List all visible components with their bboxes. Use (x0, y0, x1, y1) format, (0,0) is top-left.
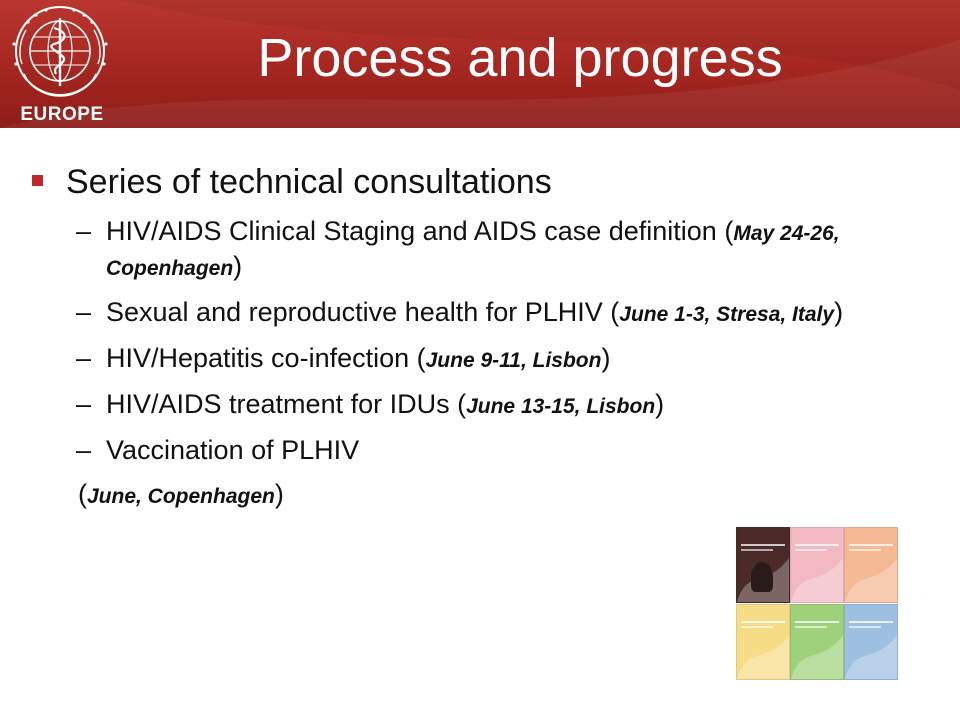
cover-wave (845, 528, 897, 602)
publication-cover (790, 527, 844, 603)
main-bullet-text: Series of technical consultations (66, 163, 552, 201)
slide-title: Process and progress (257, 28, 783, 88)
publication-cover (844, 604, 898, 680)
sub-bullet (30, 388, 900, 423)
sub-bullet-text: Sexual and reproductive health for PLHIV ( (106, 297, 620, 327)
dash-bullet: – (76, 435, 92, 465)
sub-bullet-text: HIV/Hepatitis co-infection ( (106, 343, 426, 373)
dash-bullet: – (76, 297, 92, 327)
trailing-open: ( (78, 479, 87, 509)
sub-bullet (30, 215, 900, 285)
sub-bullet-close: ) (834, 297, 844, 327)
sub-bullet (30, 434, 900, 467)
sub-bullet-close: ) (601, 343, 611, 373)
sub-bullet-close: ) (233, 251, 243, 281)
sub-bullet-text: HIV/AIDS treatment for IDUs ( (106, 389, 467, 419)
sub-bullet (30, 342, 900, 377)
cover-wave (845, 605, 897, 679)
sub-bullet-detail: May 24-26, Copenhagen (106, 222, 840, 280)
sub-bullet-detail: June 13-15, Lisbon (466, 395, 656, 418)
sub-bullet-detail: June 1-3, Stresa, Italy (619, 303, 835, 326)
trailing-detail: June, Copenhagen (87, 485, 275, 508)
slide-body (30, 160, 900, 513)
logo-europe-label: EUROPE (20, 104, 104, 125)
cover-wave (737, 605, 789, 679)
sub-bullet (30, 296, 900, 331)
main-bullet (30, 160, 900, 204)
cover-wave (791, 605, 843, 679)
trailing-line (30, 478, 900, 513)
sub-bullet-text: HIV/AIDS Clinical Staging and AIDS case definition ( (106, 216, 734, 246)
publication-cover (736, 604, 790, 680)
sub-bullet-text: Vaccination of PLHIV (106, 435, 360, 465)
portrait-photo (751, 562, 773, 592)
publication-cover (790, 604, 844, 680)
trailing-close: ) (274, 479, 284, 509)
cover-wave (791, 528, 843, 602)
sub-bullet-detail: June 9-11, Lisbon (425, 349, 602, 372)
publication-cover (844, 527, 898, 603)
dash-bullet: – (76, 216, 92, 246)
publication-cover (736, 527, 790, 603)
title-band (0, 0, 960, 128)
publication-covers (736, 527, 896, 678)
sub-bullet-close: ) (655, 389, 665, 419)
dash-bullet: – (76, 389, 92, 419)
dash-bullet: – (76, 343, 92, 373)
square-bullet-icon (32, 175, 43, 186)
